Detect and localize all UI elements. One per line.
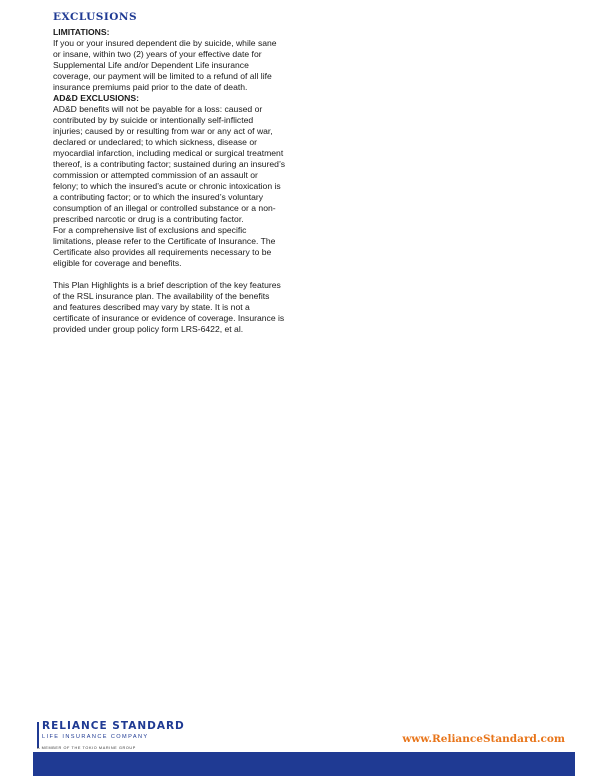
footer-bar (33, 752, 575, 776)
plan-disclaimer: This Plan Highlights is a brief description of the key features of the RSL insurance plan. The availability of the benefits and features described may vary by state. It is not a certificate of insurance or evidence of coverage. Insurance is provided under group policy form LRS-6422, et al. (53, 280, 285, 334)
limitations-heading: LIMITATIONS: (53, 27, 110, 37)
logo-name: RELIANCE STANDARD (42, 720, 185, 732)
logo-tagline: A MEMBER OF THE TOKIO MARINE GROUP (37, 746, 136, 750)
add-exclusions-heading: AD&D EXCLUSIONS: (53, 93, 139, 103)
exclusions-section (53, 11, 285, 335)
limitations-text: If you or your insured dependent die by suicide, while sane or insane, within two (2) years of your effective date for Supplemental Life and/or Dependent Life insurance coverage, our payment will be limited to a refund of all life insurance premiums paid prior to the date of death. (53, 38, 277, 92)
logo-subtitle: LIFE INSURANCE COMPANY (42, 734, 149, 740)
website-link[interactable]: www.RelianceStandard.com (402, 733, 565, 745)
certificate-note: For a comprehensive list of exclusions and specific limitations, please refer to the Certificate of Insurance. The Certificate also provides all requirements necessary to be eligible for coverage and benefits. (53, 225, 276, 268)
logo-bar (37, 722, 39, 748)
add-exclusions-text: AD&D benefits will not be payable for a loss: caused or contributed by by suicide or intentionally self-inflicted injuries; caused by or resulting from war or any act of war, declared or undeclared; to which sickness, disease or myocardial infarction, including medical or surgical treatment thereof, is a contributing factor; sustained during an insured’s commission or attempted commission of an assault or felony; to which the insured’s acute or chronic intoxication is a contributing factor; or to which the insured’s voluntary consumption of an illegal or controlled substance or a non-prescribed narcotic or drug is a contributing factor. (53, 104, 286, 224)
section-title: EXCLUSIONS (53, 11, 138, 23)
